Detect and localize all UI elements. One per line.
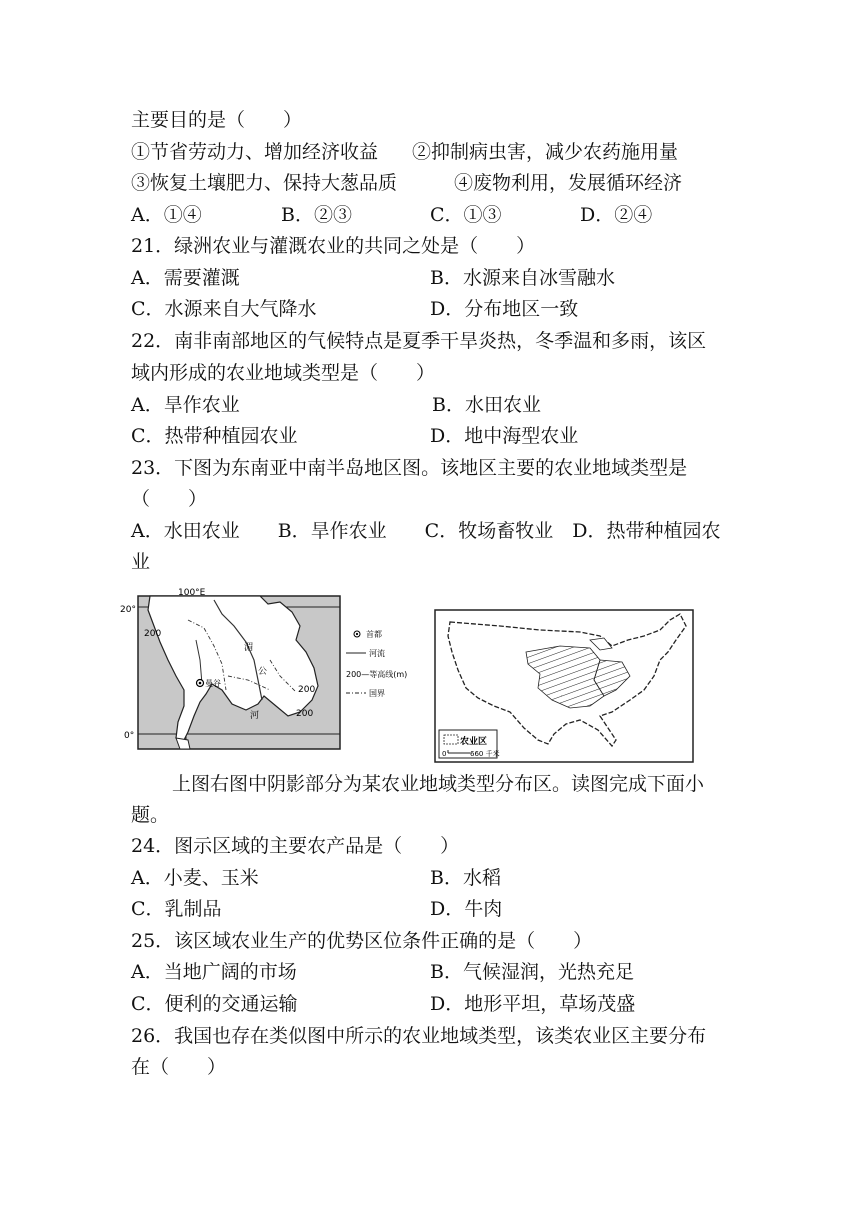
q23-stem-line-2: （ ）: [131, 488, 208, 510]
q23-options-wrap: 业: [131, 551, 151, 573]
legend-border: 国界: [369, 689, 385, 698]
contour-label-east: 200: [298, 685, 316, 695]
q21-option-d: D．分布地区一致: [430, 298, 579, 320]
indochina-map: [138, 596, 340, 749]
q21-option-a: A．需要灌溉: [131, 267, 240, 289]
contour-label-south: 200: [296, 709, 314, 719]
q25-stem: 25．该区域农业生产的优势区位条件正确的是（ ）: [131, 930, 593, 952]
q21-stem: 21．绿洲农业与灌溉农业的共同之处是（ ）: [131, 235, 536, 257]
legend-contour: 200—等高线(m): [346, 670, 408, 679]
q20-item-1: ①节省劳动力、增加经济收益: [131, 141, 379, 163]
intro-line-1: 上图右图中阴影部分为某农业地域类型分布区。读图完成下面小: [172, 773, 705, 795]
q24-option-a: A．小麦、玉米: [131, 867, 259, 889]
q20-option-b: B．②③: [281, 204, 352, 226]
usa-scale-label: 660 千米: [470, 750, 500, 758]
q20-item-3: ③恢复土壤肥力、保持大葱品质: [131, 172, 398, 194]
q20-item-2: ②抑制病虫害，减少农药施用量: [412, 141, 679, 163]
q21-option-b: B．水源来自冰雪融水: [430, 267, 615, 289]
q20-option-d: D．②④: [580, 204, 653, 226]
river-char-1: 湄: [244, 643, 254, 653]
q20-stem-tail: 主要目的是（ ）: [131, 109, 303, 131]
q22-option-b: B．水田农业: [432, 394, 541, 416]
river-char-3: 河: [250, 711, 260, 721]
q24-option-b: B．水稻: [430, 867, 501, 889]
q25-option-d: D．地形平坦，草场茂盛: [430, 993, 636, 1015]
q20-option-c: C．①③: [430, 204, 502, 226]
q22-option-c: C．热带种植园农业: [131, 425, 298, 447]
lat-20-label: 20°: [120, 605, 136, 615]
river-char-2: 公: [258, 667, 268, 677]
q20-item-4: ④废物利用，发展循环经济: [454, 172, 683, 194]
usa-scale-zero: 0: [442, 750, 447, 758]
q23-stem-line-1: 23．下图为东南亚中南半岛地区图。该地区主要的农业地域类型是: [131, 457, 688, 479]
q25-option-a: A．当地广阔的市场: [131, 961, 297, 983]
q21-option-c: C．水源来自大气降水: [131, 298, 317, 320]
usa-legend-label: 农业区: [460, 737, 488, 747]
q22-option-a: A．旱作农业: [131, 394, 240, 416]
q25-option-c: C．便利的交通运输: [131, 993, 298, 1015]
legend-capital: 首都: [366, 630, 382, 639]
q24-option-d: D．牛肉: [430, 898, 503, 920]
q26-stem-line-1: 26．我国也存在类似图中所示的农业地域类型，该类农业区主要分布: [131, 1025, 707, 1047]
q22-stem-line-2: 域内形成的农业地域类型是（ ）: [131, 362, 436, 384]
intro-line-2: 题。: [131, 804, 170, 826]
lat-0-label: 0°: [124, 731, 135, 741]
q23-options: A．水田农业 B．旱作农业 C．牧场畜牧业 D．热带种植园农: [131, 520, 721, 542]
q24-option-c: C．乳制品: [131, 898, 222, 920]
contour-label-west: 200: [144, 629, 162, 639]
lon-100e-label: 100°E: [178, 588, 206, 598]
q25-option-b: B．气候湿润，光热充足: [430, 961, 634, 983]
q26-stem-line-2: 在（ ）: [131, 1056, 227, 1078]
indochina-legend: [346, 631, 366, 693]
q22-stem-line-1: 22．南非南部地区的气候特点是夏季干旱炎热，冬季温和多雨，该区: [131, 330, 707, 352]
q24-stem: 24．图示区域的主要农产品是（ ）: [131, 835, 460, 857]
q22-option-d: D．地中海型农业: [430, 425, 579, 447]
city-label: 曼谷: [205, 679, 221, 688]
legend-river: 河流: [369, 649, 385, 658]
q20-option-a: A．①④: [131, 204, 202, 226]
